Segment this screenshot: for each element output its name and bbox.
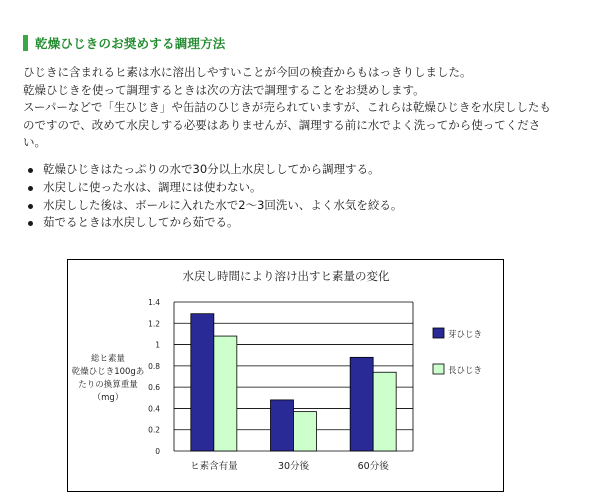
y-tick-label: 1 xyxy=(155,340,160,350)
legend-swatch xyxy=(433,328,444,338)
y-tick-label: 0.6 xyxy=(148,383,160,393)
section-heading xyxy=(23,34,226,52)
x-category-label: ヒ素含有量 xyxy=(190,461,238,472)
legend-swatch xyxy=(433,364,444,374)
list-item: 乾燥ひじきはたっぷりの水で30分以上水戻ししてから調理する。 xyxy=(23,161,583,179)
y-tick-label: 1.2 xyxy=(148,319,160,329)
bar-nagahijiki xyxy=(294,412,317,451)
y-tick-label: 0.4 xyxy=(148,404,160,414)
x-category-label: 30分後 xyxy=(277,461,310,472)
y-tick-label: 0 xyxy=(155,447,160,456)
chart-title: 水戻し時間により溶け出すヒ素量の変化 xyxy=(182,269,390,283)
intro-line-1: ひじきに含まれるヒ素は水に溶出しやすいことが今回の検査からもはっきりしました。 xyxy=(23,65,472,79)
chart-legend xyxy=(433,328,482,376)
y-axis-label-line: 総ヒ素量 xyxy=(90,354,126,364)
bar-mehijiki xyxy=(350,357,373,451)
cooking-steps-list xyxy=(23,161,583,232)
intro-line-5: い。 xyxy=(23,135,46,149)
y-tick-label: 0.8 xyxy=(148,361,160,371)
chart-canvas xyxy=(68,260,505,493)
intro-line-3: スーパーなどで「生ひじき」や缶詰のひじきが売られていますが、これらは乾燥ひじきを水戻ししたも xyxy=(23,100,551,114)
y-tick-label: 0.2 xyxy=(148,425,160,435)
list-item: 水戻しに使った水は、調理には使わない。 xyxy=(23,179,583,197)
legend-label: 芽ひじき xyxy=(448,330,483,340)
y-axis-label-line: 乾燥ひじき100gあ xyxy=(71,367,145,377)
plot-area xyxy=(148,298,413,472)
list-item: 茹でるときは水戻ししてから茹でる。 xyxy=(23,214,583,232)
y-tick-label: 1.4 xyxy=(148,298,160,307)
bar-mehijiki xyxy=(271,400,294,451)
legend-label: 長ひじき xyxy=(448,366,483,376)
intro-line-4: のですので、改めて水戻しする必要はありませんが、調理する前に水でよく洗ってから使ってくださ xyxy=(23,117,541,132)
heading-accent-bar xyxy=(23,35,28,51)
intro-line-2: 乾燥ひじきを使って調理するときは次の方法で調理することをお奨めします。 xyxy=(23,82,425,97)
bar-nagahijiki xyxy=(373,372,396,451)
bar-mehijiki xyxy=(191,314,214,451)
bar-nagahijiki xyxy=(214,336,237,451)
y-axis-label xyxy=(72,353,145,403)
section-title: 乾燥ひじきのお奨めする調理方法 xyxy=(35,36,226,51)
arsenic-chart xyxy=(67,259,504,492)
intro-paragraph xyxy=(23,64,583,152)
y-axis-label-line: （mg） xyxy=(92,393,124,403)
y-axis-label-line: たりの換算重量 xyxy=(78,380,138,390)
list-item: 水戻しした後は、ボールに入れた水で2～3回洗い、よく水気を絞る。 xyxy=(23,197,583,215)
x-category-label: 60分後 xyxy=(357,461,389,472)
